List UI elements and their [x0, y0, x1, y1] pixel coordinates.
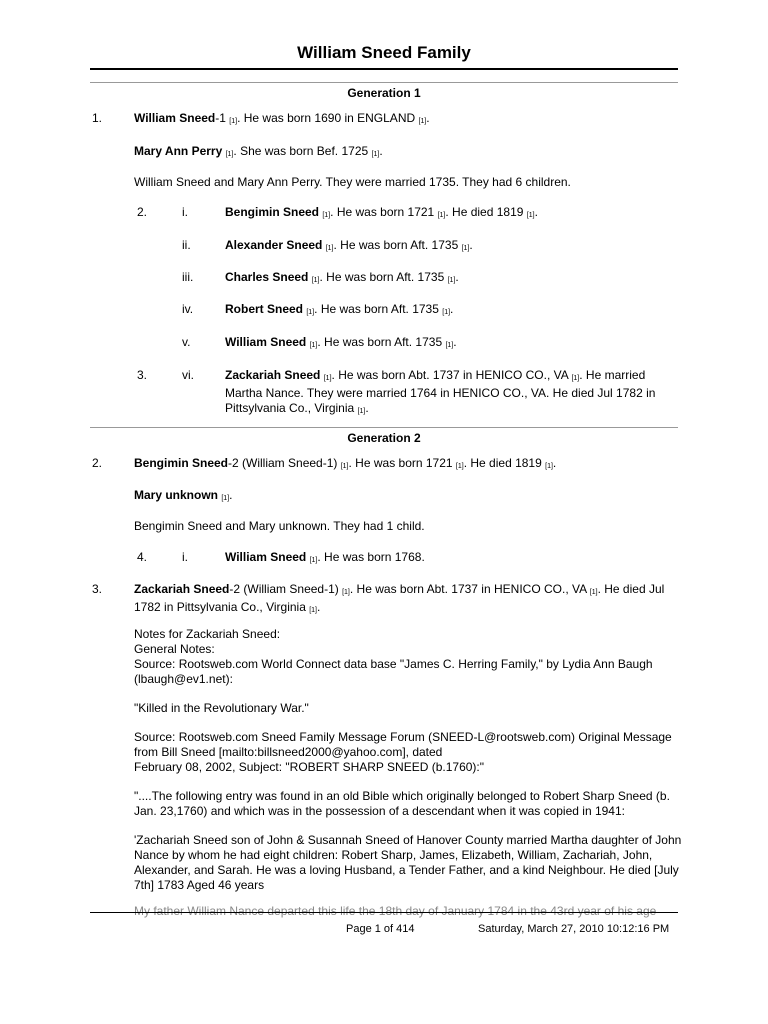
person-name: William Sneed — [134, 111, 216, 125]
generation-2-heading: Generation 2 — [347, 431, 421, 445]
child-entry: William Sneed [1]. He was born 1768. — [225, 550, 425, 564]
page-title: William Sneed Family — [297, 43, 471, 62]
spouse-mary-unknown: Mary unknown [1]. — [134, 488, 233, 502]
generation-1-heading: Generation 1 — [347, 86, 421, 100]
page-number: Page 1 of 414 — [346, 923, 415, 935]
entry-number: 1. — [92, 111, 103, 125]
bible-entry: 'Zachariah Sneed son of John & Susannah Sneed of Hanover County married Martha daughter of John Nance by whom he had eight children: Robert Sharp, James, Elizabeth, William, Zachariah, John, Alexander, and Sarah. He was a loving Husband, a Tender Father, and a kind Neighbour. He died [July 7th] 1783 Aged 46 years — [134, 833, 682, 892]
marriage-text: Bengimin Sneed and Mary unknown. They had 1 child. — [134, 519, 425, 533]
general-notes-label: General Notes: — [134, 642, 215, 656]
bible-paragraph: "....The following entry was found in an old Bible which originally belonged to Robert Sharp Sneed (b. Jan. 23,1760) and which was in the possession of a descendant when it was copied in 1941: — [134, 789, 670, 818]
source-1: Source: Rootsweb.com World Connect data base "James C. Herring Family," by Lydia Ann Baugh (lbaugh@ev1.net): — [134, 657, 653, 686]
child-entry: Charles Sneed [1]. He was born Aft. 1735 [1]. — [225, 270, 459, 284]
title-rule — [90, 68, 678, 70]
child-number: 4. — [137, 550, 148, 564]
entry-number: 2. — [92, 456, 103, 470]
child-roman: i. — [182, 205, 188, 219]
entry-number: 3. — [92, 582, 103, 596]
child-entry: Bengimin Sneed [1]. He was born 1721 [1]. He died 1819 [1]. — [225, 205, 538, 219]
child-roman: i. — [182, 550, 188, 564]
print-date: Saturday, March 27, 2010 10:12:16 PM — [478, 923, 670, 935]
child-roman: iii. — [182, 270, 194, 284]
source-ref: [1] — [229, 118, 238, 125]
quote-1: "Killed in the Revolutionary War." — [134, 701, 309, 715]
entry-william-sneed: William Sneed-1 [1]. He was born 1690 in ENGLAND [1]. — [134, 111, 430, 125]
person-name: Mary Ann Perry — [134, 144, 223, 158]
child-number: 2. — [137, 205, 148, 219]
source-ref: [1] — [371, 151, 380, 158]
notes-heading: Notes for Zackariah Sneed: — [134, 627, 281, 641]
child-entry: William Sneed [1]. He was born Aft. 1735 [1]. — [225, 335, 457, 349]
footer-rule — [90, 912, 678, 913]
source-ref: [1] — [225, 151, 234, 158]
child-roman: ii. — [182, 238, 191, 252]
child-number: 3. — [137, 368, 148, 382]
child-entry: Alexander Sneed [1]. He was born Aft. 1735 [1]. — [225, 238, 473, 252]
child-roman: iv. — [182, 302, 194, 316]
source-2: Source: Rootsweb.com Sneed Family Message Forum (SNEED-L@rootsweb.com) Original Message from Bill Sneed [mailto:billsneed2000@yahoo.com], dated — [134, 730, 672, 759]
gen2-rule — [90, 427, 678, 428]
notes-block — [134, 627, 682, 893]
source-2-date: February 08, 2002, Subject: "ROBERT SHARP SNEED (b.1760):" — [134, 760, 485, 774]
cutoff-text: My father William Nance departed this life the 18th day of January 1784 in the 43rd year of his age — [134, 904, 657, 918]
entry-zackariah-sneed: Zackariah Sneed-2 (William Sneed-1) [1]. He was born Abt. 1737 in HENICO CO., VA [1]. He died Jul 1782 in Pittsylvania Co., Virginia [1]. — [134, 582, 665, 614]
marriage-text: William Sneed and Mary Ann Perry. They were married 1735. They had 6 children. — [134, 175, 571, 189]
child-entry: Zackariah Sneed [1]. He was born Abt. 1737 in HENICO CO., VA [1]. He married Martha Nance. They were married 1764 in HENICO CO., VA. He died Jul 1782 in Pittsylvania Co., Virginia [1]. — [225, 368, 656, 415]
child-roman: v. — [182, 335, 191, 349]
child-roman: vi. — [182, 368, 194, 382]
gen1-rule — [90, 82, 678, 83]
entry-bengimin-sneed: Bengimin Sneed-2 (William Sneed-1) [1]. He was born 1721 [1]. He died 1819 [1]. — [134, 456, 557, 470]
source-ref: [1] — [418, 118, 427, 125]
child-entry: Robert Sneed [1]. He was born Aft. 1735 [1]. — [225, 302, 454, 316]
spouse-mary-ann-perry: Mary Ann Perry [1]. She was born Bef. 1725 [1]. — [134, 144, 383, 158]
